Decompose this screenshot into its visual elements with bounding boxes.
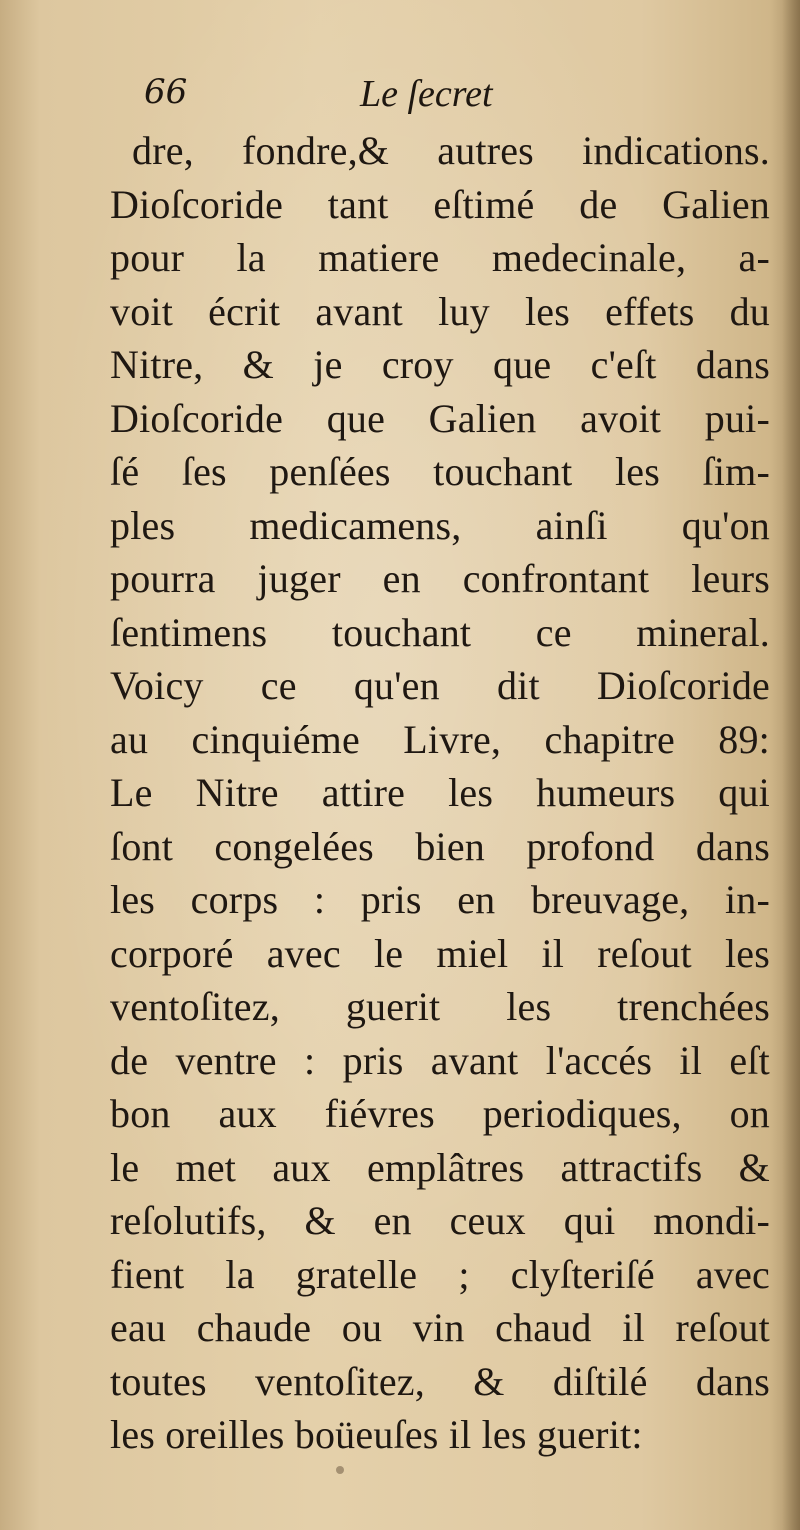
text-line: pour la matiere medecinale, a- [110, 235, 770, 280]
text-line: dre, fondre,& autres indications. [132, 128, 770, 173]
text-line: Dioſcoride que Galien avoit pui- [110, 395, 770, 441]
text-line: bon aux fiévres periodiques, on [110, 1091, 770, 1136]
text-line: ples medicamens, ainſi qu'on [110, 502, 770, 548]
text-line: toutes ventoſitez, & diſtilé dans [110, 1358, 770, 1404]
text-line: le met aux emplâtres attractifs & [110, 1144, 770, 1190]
page-edge-shadow [782, 0, 800, 1530]
text-line: Voicy ce qu'en dit Dioſcoride [110, 663, 770, 708]
text-line: au cinquiéme Livre, chapitre 89: [110, 716, 770, 762]
page-number: 66 [144, 72, 188, 112]
text-line: eau chaude ou vin chaud il reſout [110, 1305, 770, 1350]
text-line: ſé ſes penſées touchant les ſim- [110, 449, 770, 494]
text-line: fient la gratelle ; clyſteriſé avec [110, 1251, 770, 1297]
text-line: ſont congelées bien profond dans [110, 823, 770, 869]
text-line: voit écrit avant luy les effets du [110, 288, 770, 334]
text-line: de ventre : pris avant l'accés il eſt [110, 1037, 770, 1083]
text-line: reſolutifs, & en ceux qui mondi- [110, 1198, 770, 1243]
text-line: les oreilles boüeuſes il les guerit: [110, 1412, 643, 1457]
paper-spot [336, 1466, 344, 1474]
page-header [140, 72, 760, 132]
text-line: ſentimens touchant ce mineral. [110, 609, 770, 655]
text-line: Le Nitre attire les humeurs qui [110, 770, 770, 815]
text-line: les corps : pris en breuvage, in- [110, 877, 770, 922]
text-line: Dioſcoride tant eſtimé de Galien [110, 181, 770, 227]
body-text [110, 124, 770, 1462]
running-title: Le ſecret [360, 73, 493, 115]
text-line: pourra juger en confrontant leurs [110, 556, 770, 601]
text-line: ventoſitez, guerit les trenchées [110, 984, 770, 1029]
text-line: Nitre, & je croy que c'eſt dans [110, 342, 770, 387]
text-line: corporé avec le miel il reſout les [110, 930, 770, 976]
